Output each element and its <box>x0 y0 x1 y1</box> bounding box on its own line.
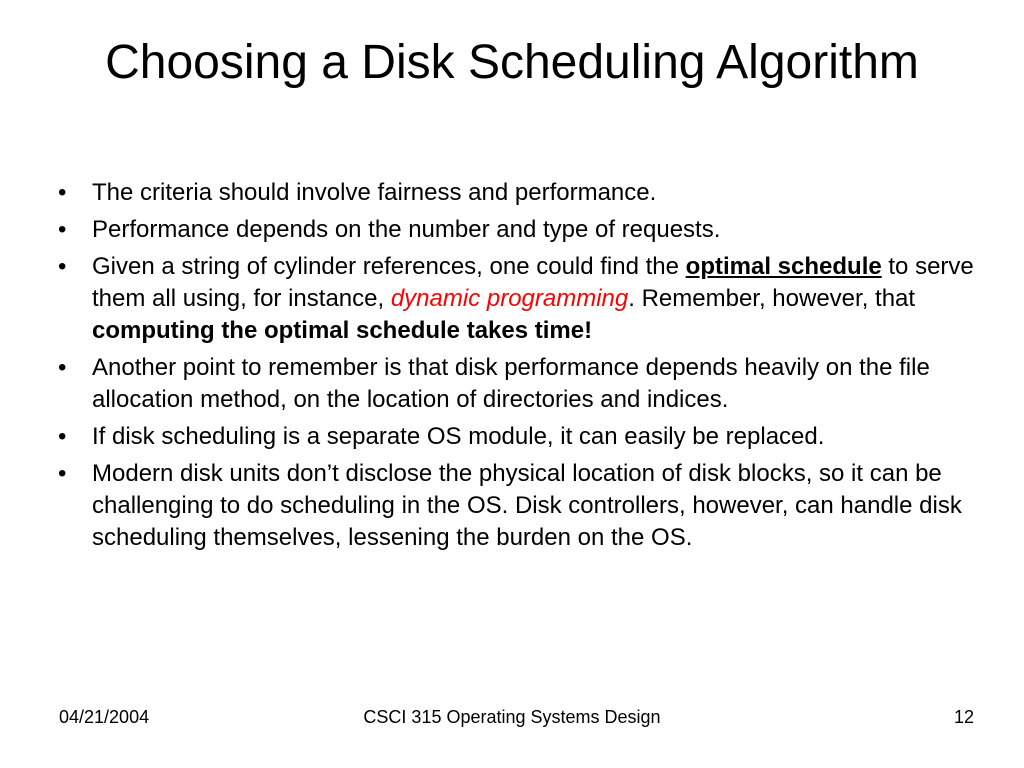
bullet-item <box>54 352 974 416</box>
slide-number: 12 <box>953 707 974 727</box>
bullet-item <box>54 458 974 554</box>
bullet-item <box>54 214 974 246</box>
bullet-item <box>54 251 974 347</box>
bullet-item <box>54 421 974 453</box>
footer-course-title: CSCI 315 Operating Systems Design <box>363 707 661 727</box>
bullet-text-part: to serve them all using, for instance, <box>92 253 974 312</box>
bullet-text: Another point to remember is that disk performance depends heavily on the file allocation method, on the location of directories and indices. <box>92 354 930 413</box>
computing-time-emphasis: computing the optimal schedule takes time! <box>92 317 593 344</box>
bullet-marker: • <box>58 354 67 381</box>
slide-title: Choosing a Disk Scheduling Algorithm <box>105 36 919 89</box>
bullet-text-part: Given a string of cylinder references, one could find the <box>92 253 686 280</box>
bullet-marker: • <box>58 460 67 487</box>
bullet-text: If disk scheduling is a separate OS module, it can easily be replaced. <box>92 423 825 450</box>
bullet-text: The criteria should involve fairness and performance. <box>92 179 657 206</box>
bullet-marker: • <box>58 253 67 280</box>
optimal-schedule-emphasis: optimal schedule <box>685 253 882 280</box>
dynamic-programming-emphasis: dynamic programming <box>390 285 629 312</box>
bullet-text-part: . Remember, however, that <box>628 285 916 312</box>
bullet-text: Modern disk units don’t disclose the physical location of disk blocks, so it can be challenging to do scheduling in the OS. Disk controllers, however, can handle disk scheduling themselves, lessening the burden on the OS. <box>92 460 962 551</box>
bullet-marker: • <box>58 179 67 206</box>
bullet-marker: • <box>58 216 67 243</box>
bullet-list <box>54 177 974 559</box>
bullet-item <box>54 177 974 209</box>
bullet-marker: • <box>58 423 67 450</box>
bullet-text: Performance depends on the number and type of requests. <box>92 216 721 243</box>
footer-date: 04/21/2004 <box>59 707 150 727</box>
